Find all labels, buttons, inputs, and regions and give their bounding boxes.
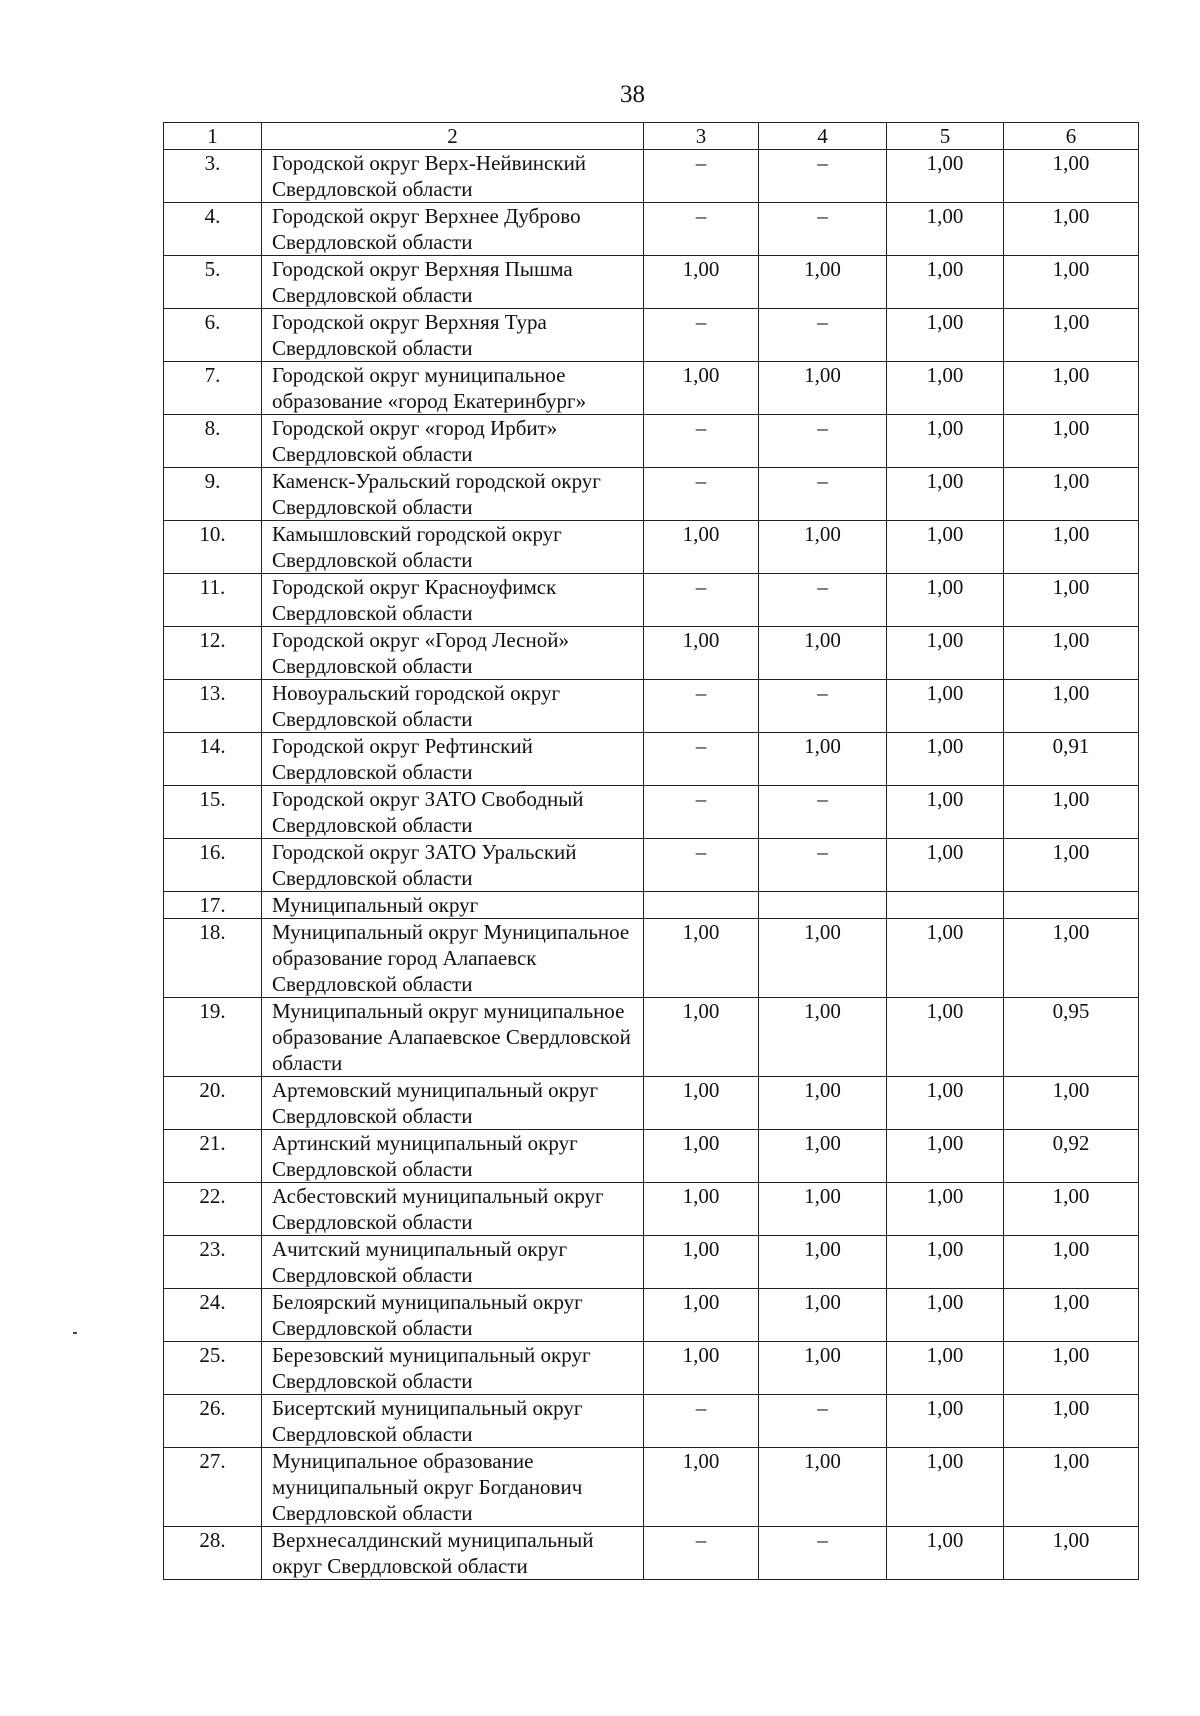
municipality-name: Муниципальный округ муниципальное образование Алапаевское Свердловской области <box>262 998 644 1077</box>
cell-col4: – <box>759 839 887 892</box>
municipality-name: Муниципальный округ Муниципальное образование город Алапаевск Свердловской области <box>262 919 644 998</box>
cell-col5: 1,00 <box>887 415 1004 468</box>
cell-col4: 1,00 <box>759 919 887 998</box>
row-number: 6. <box>164 309 262 362</box>
municipality-name: Бисертский муниципальный округ Свердловской области <box>262 1395 644 1448</box>
cell-col3: – <box>644 733 759 786</box>
cell-col4: 1,00 <box>759 1236 887 1289</box>
municipality-name: Березовский муниципальный округ Свердловской области <box>262 1342 644 1395</box>
row-number: 10. <box>164 521 262 574</box>
cell-col5: 1,00 <box>887 203 1004 256</box>
cell-col6: 1,00 <box>1004 680 1139 733</box>
cell-col6: 1,00 <box>1004 256 1139 309</box>
cell-col6: 0,95 <box>1004 998 1139 1077</box>
municipality-name: Городской округ Рефтинский Свердловской области <box>262 733 644 786</box>
row-number: 25. <box>164 1342 262 1395</box>
cell-col5: 1,00 <box>887 839 1004 892</box>
cell-col4: – <box>759 468 887 521</box>
cell-col6: 1,00 <box>1004 362 1139 415</box>
cell-col6: 0,92 <box>1004 1130 1139 1183</box>
cell-col3: – <box>644 680 759 733</box>
cell-col4: 1,00 <box>759 1342 887 1395</box>
municipality-name: Городской округ ЗАТО Уральский Свердловской области <box>262 839 644 892</box>
cell-col4: 1,00 <box>759 1183 887 1236</box>
cell-col6: 1,00 <box>1004 1289 1139 1342</box>
cell-col5: 1,00 <box>887 1236 1004 1289</box>
municipality-name: Городской округ «Город Лесной» Свердловской области <box>262 627 644 680</box>
municipality-name: Городской округ Верхняя Пышма Свердловской области <box>262 256 644 309</box>
cell-col5: 1,00 <box>887 627 1004 680</box>
table-row <box>164 1236 1139 1289</box>
table-row <box>164 1342 1139 1395</box>
cell-col6: 1,00 <box>1004 1448 1139 1527</box>
cell-col3: 1,00 <box>644 1183 759 1236</box>
table-row <box>164 203 1139 256</box>
municipality-name: Белоярский муниципальный округ Свердловской области <box>262 1289 644 1342</box>
cell-col3: – <box>644 839 759 892</box>
cell-col6: 1,00 <box>1004 627 1139 680</box>
column-header: 3 <box>644 123 759 150</box>
cell-col6: 1,00 <box>1004 574 1139 627</box>
cell-col4: – <box>759 415 887 468</box>
cell-col3: 1,00 <box>644 1289 759 1342</box>
cell-col6: 1,00 <box>1004 1527 1139 1580</box>
row-number: 8. <box>164 415 262 468</box>
table-row <box>164 468 1139 521</box>
cell-col6: 1,00 <box>1004 786 1139 839</box>
table-row <box>164 1289 1139 1342</box>
cell-col6: 1,00 <box>1004 1395 1139 1448</box>
table-row <box>164 892 1139 919</box>
row-number: 23. <box>164 1236 262 1289</box>
table-row <box>164 1448 1139 1527</box>
cell-col3: – <box>644 203 759 256</box>
municipality-name: Верхнесалдинский муниципальный округ Свердловской области <box>262 1527 644 1580</box>
cell-col4: 1,00 <box>759 362 887 415</box>
row-number: 15. <box>164 786 262 839</box>
cell-col4: 1,00 <box>759 733 887 786</box>
cell-col5: 1,00 <box>887 998 1004 1077</box>
cell-col3 <box>644 892 759 919</box>
cell-col5 <box>887 892 1004 919</box>
cell-col5: 1,00 <box>887 1342 1004 1395</box>
municipality-name: Городской округ ЗАТО Свободный Свердловской области <box>262 786 644 839</box>
table-row <box>164 1130 1139 1183</box>
cell-col5: 1,00 <box>887 1077 1004 1130</box>
cell-col6 <box>1004 892 1139 919</box>
cell-col5: 1,00 <box>887 521 1004 574</box>
cell-col3: 1,00 <box>644 627 759 680</box>
cell-col5: 1,00 <box>887 1395 1004 1448</box>
table-row <box>164 150 1139 203</box>
cell-col6: 1,00 <box>1004 150 1139 203</box>
cell-col5: 1,00 <box>887 1130 1004 1183</box>
cell-col5: 1,00 <box>887 256 1004 309</box>
row-number: 3. <box>164 150 262 203</box>
cell-col3: – <box>644 574 759 627</box>
row-number: 18. <box>164 919 262 998</box>
row-number: 12. <box>164 627 262 680</box>
table-row <box>164 256 1139 309</box>
municipality-name: Ачитский муниципальный округ Свердловской области <box>262 1236 644 1289</box>
cell-col5: 1,00 <box>887 919 1004 998</box>
cell-col6: 1,00 <box>1004 919 1139 998</box>
table-row <box>164 521 1139 574</box>
cell-col4: – <box>759 150 887 203</box>
cell-col5: 1,00 <box>887 1527 1004 1580</box>
cell-col4: – <box>759 680 887 733</box>
municipality-name: Камышловский городской округ Свердловской области <box>262 521 644 574</box>
municipality-name: Городской округ Верх-Нейвинский Свердловской области <box>262 150 644 203</box>
cell-col4: 1,00 <box>759 256 887 309</box>
cell-col3: – <box>644 150 759 203</box>
cell-col6: 1,00 <box>1004 521 1139 574</box>
cell-col5: 1,00 <box>887 733 1004 786</box>
row-number: 7. <box>164 362 262 415</box>
cell-col6: 1,00 <box>1004 468 1139 521</box>
table-row <box>164 1077 1139 1130</box>
cell-col4: 1,00 <box>759 1130 887 1183</box>
cell-col4: 1,00 <box>759 1289 887 1342</box>
cell-col6: 1,00 <box>1004 839 1139 892</box>
table-row <box>164 919 1139 998</box>
cell-col6: 1,00 <box>1004 1183 1139 1236</box>
cell-col5: 1,00 <box>887 786 1004 839</box>
municipality-name: Артинский муниципальный округ Свердловской области <box>262 1130 644 1183</box>
cell-col4: – <box>759 574 887 627</box>
row-number: 21. <box>164 1130 262 1183</box>
municipality-name: Асбестовский муниципальный округ Свердловской области <box>262 1183 644 1236</box>
table-row <box>164 415 1139 468</box>
cell-col4: 1,00 <box>759 627 887 680</box>
municipality-name: Новоуральский городской округ Свердловской области <box>262 680 644 733</box>
cell-col3: 1,00 <box>644 1448 759 1527</box>
row-number: 13. <box>164 680 262 733</box>
cell-col3: 1,00 <box>644 1236 759 1289</box>
cell-col5: 1,00 <box>887 309 1004 362</box>
municipality-name: Каменск-Уральский городской округ Свердловской области <box>262 468 644 521</box>
column-header: 2 <box>262 123 644 150</box>
cell-col3: 1,00 <box>644 1342 759 1395</box>
page-number: 38 <box>620 81 645 108</box>
cell-col3: – <box>644 415 759 468</box>
row-number: 20. <box>164 1077 262 1130</box>
data-table <box>163 122 1139 1580</box>
row-number: 19. <box>164 998 262 1077</box>
cell-col3: – <box>644 309 759 362</box>
row-number: 17. <box>164 892 262 919</box>
table-row <box>164 786 1139 839</box>
table-row <box>164 574 1139 627</box>
row-number: 14. <box>164 733 262 786</box>
table-row <box>164 733 1139 786</box>
row-number: 16. <box>164 839 262 892</box>
cell-col6: 0,91 <box>1004 733 1139 786</box>
municipality-name: Городской округ Верхняя Тура Свердловской области <box>262 309 644 362</box>
cell-col4: – <box>759 203 887 256</box>
cell-col3: 1,00 <box>644 256 759 309</box>
cell-col5: 1,00 <box>887 1183 1004 1236</box>
column-header: 5 <box>887 123 1004 150</box>
cell-col4: 1,00 <box>759 998 887 1077</box>
cell-col6: 1,00 <box>1004 1077 1139 1130</box>
cell-col3: 1,00 <box>644 998 759 1077</box>
column-header: 4 <box>759 123 887 150</box>
cell-col4: – <box>759 786 887 839</box>
cell-col6: 1,00 <box>1004 1236 1139 1289</box>
cell-col5: 1,00 <box>887 1448 1004 1527</box>
scan-mark <box>73 1332 77 1334</box>
row-number: 24. <box>164 1289 262 1342</box>
cell-col5: 1,00 <box>887 1289 1004 1342</box>
cell-col5: 1,00 <box>887 362 1004 415</box>
row-number: 4. <box>164 203 262 256</box>
cell-col3: 1,00 <box>644 919 759 998</box>
cell-col3: – <box>644 468 759 521</box>
table-row <box>164 1527 1139 1580</box>
municipality-name: Муниципальное образование муниципальный округ Богданович Свердловской области <box>262 1448 644 1527</box>
cell-col3: 1,00 <box>644 1077 759 1130</box>
cell-col6: 1,00 <box>1004 415 1139 468</box>
table-row <box>164 309 1139 362</box>
cell-col6: 1,00 <box>1004 309 1139 362</box>
cell-col4: 1,00 <box>759 521 887 574</box>
cell-col3: – <box>644 1395 759 1448</box>
municipality-name: Муниципальный округ <box>262 892 644 919</box>
cell-col3: – <box>644 786 759 839</box>
cell-col6: 1,00 <box>1004 1342 1139 1395</box>
row-number: 22. <box>164 1183 262 1236</box>
municipality-name: Городской округ «город Ирбит» Свердловской области <box>262 415 644 468</box>
row-number: 11. <box>164 574 262 627</box>
row-number: 5. <box>164 256 262 309</box>
table-row <box>164 998 1139 1077</box>
column-header: 1 <box>164 123 262 150</box>
cell-col5: 1,00 <box>887 468 1004 521</box>
table-row <box>164 1395 1139 1448</box>
cell-col5: 1,00 <box>887 680 1004 733</box>
row-number: 26. <box>164 1395 262 1448</box>
cell-col3: 1,00 <box>644 1130 759 1183</box>
table-row <box>164 839 1139 892</box>
municipality-name: Городской округ муниципальное образование «город Екатеринбург» <box>262 362 644 415</box>
table-row <box>164 362 1139 415</box>
cell-col4: – <box>759 309 887 362</box>
row-number: 27. <box>164 1448 262 1527</box>
cell-col5: 1,00 <box>887 150 1004 203</box>
cell-col4: 1,00 <box>759 1448 887 1527</box>
table-header-row <box>164 123 1139 150</box>
column-header: 6 <box>1004 123 1139 150</box>
municipality-name: Городской округ Красноуфимск Свердловской области <box>262 574 644 627</box>
municipality-name: Городской округ Верхнее Дуброво Свердловской области <box>262 203 644 256</box>
cell-col4: – <box>759 1395 887 1448</box>
cell-col4: 1,00 <box>759 1077 887 1130</box>
cell-col4 <box>759 892 887 919</box>
row-number: 9. <box>164 468 262 521</box>
table-row <box>164 680 1139 733</box>
cell-col3: 1,00 <box>644 521 759 574</box>
table-row <box>164 627 1139 680</box>
cell-col5: 1,00 <box>887 574 1004 627</box>
table-row <box>164 1183 1139 1236</box>
cell-col4: – <box>759 1527 887 1580</box>
cell-col3: 1,00 <box>644 362 759 415</box>
cell-col3: – <box>644 1527 759 1580</box>
cell-col6: 1,00 <box>1004 203 1139 256</box>
municipality-name: Артемовский муниципальный округ Свердловской области <box>262 1077 644 1130</box>
row-number: 28. <box>164 1527 262 1580</box>
